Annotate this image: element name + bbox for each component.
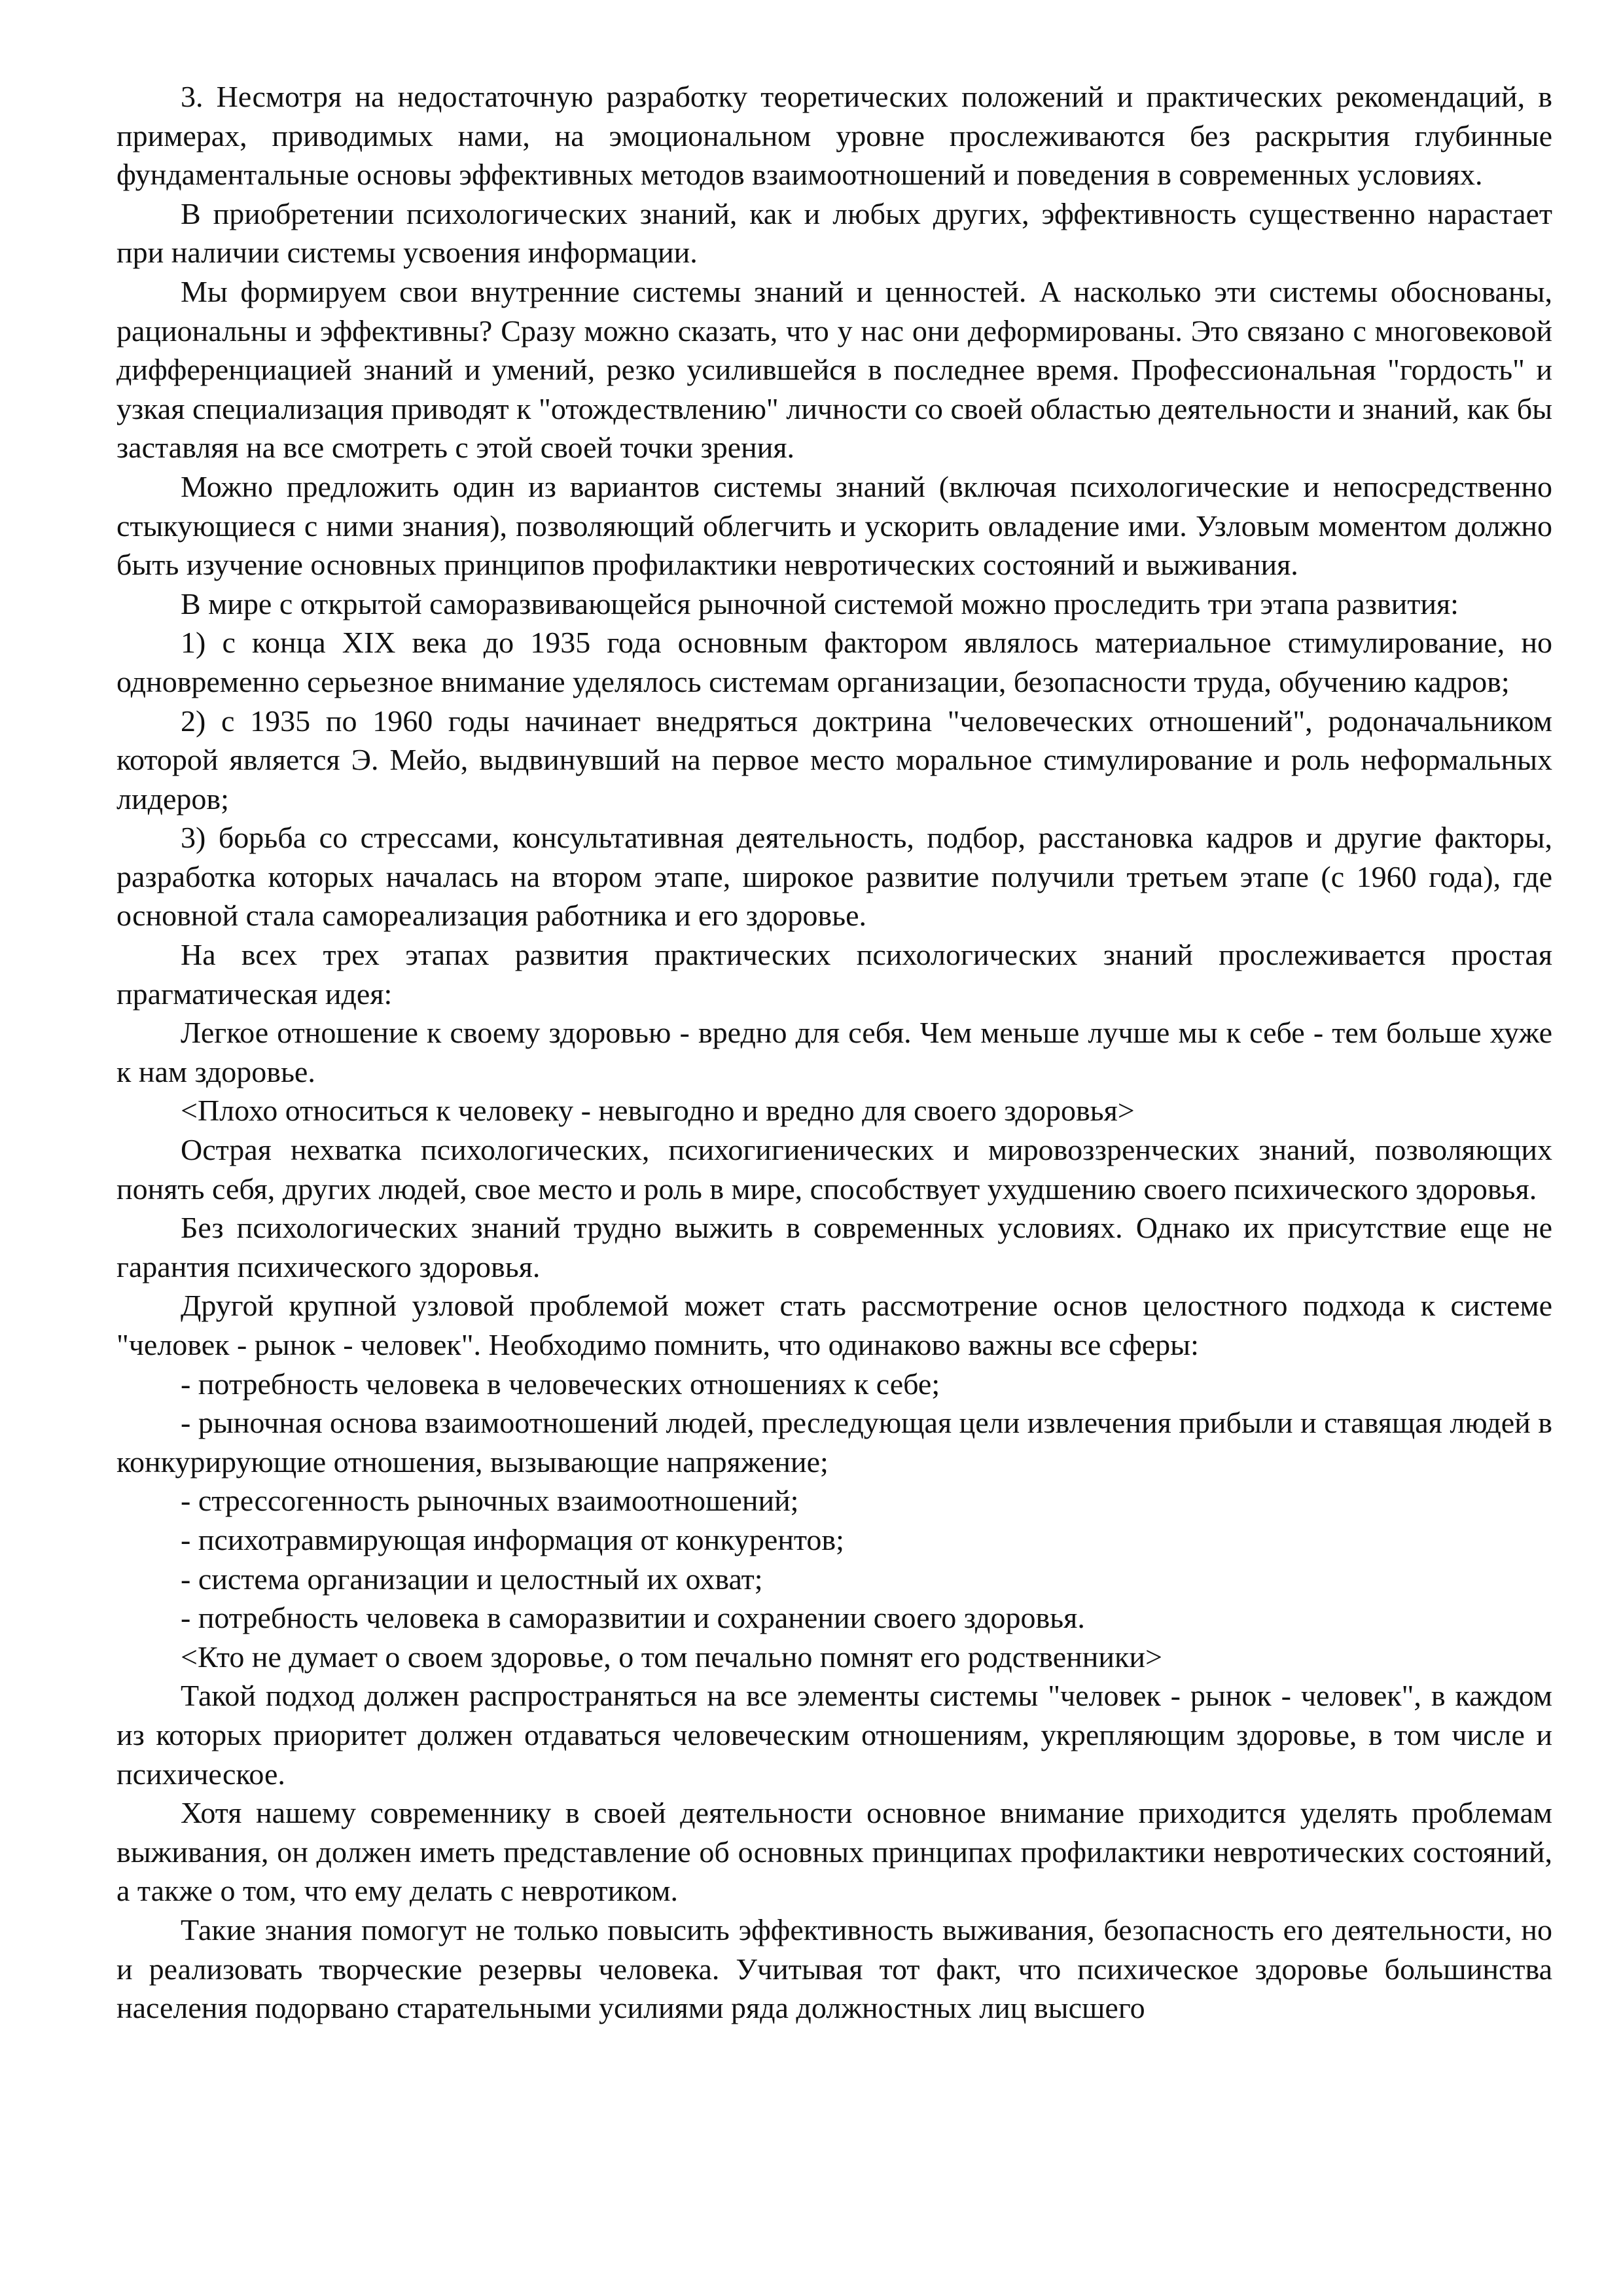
list-item-sphere-6: - потребность человека в саморазвитии и сохранении своего здоровья. xyxy=(181,1601,1085,1635)
list-item-sphere-5: - система организации и целостный их охват; xyxy=(181,1562,763,1596)
quote-2: <Кто не думает о своем здоровье, о том печально помнят его родственники> xyxy=(181,1640,1162,1674)
paragraph-9: Без психологических знаний трудно выжить в современных условиях. Однако их присутствие еще не гарантия психического здоровья. xyxy=(116,1211,1552,1283)
document-page xyxy=(116,77,1552,2028)
quote-1: <Плохо относиться к человеку - невыгодно и вредно для своего здоровья> xyxy=(181,1094,1135,1128)
list-item-stage-3: 3) борьба со стрессами, консультативная деятельность, подбор, расстановка кадров и другие факторы, разработка которых началась на втором этапе, широкое развитие получили третьем этапе (с 1960 года), где основной стала самореализация работника и его здоровье. xyxy=(116,821,1552,933)
paragraph-4: Можно предложить один из вариантов системы знаний (включая психологические и непосредственно стыкующиеся с ними знания), позволяющий облегчить и ускорить овладение ими. Узловым моментом должно быть изучение основных принципов профилактики невротических состояний и выживания. xyxy=(116,469,1552,582)
paragraph-7: Легкое отношение к своему здоровью - вредно для себя. Чем меньше лучше мы к себе - тем больше хуже к нам здоровье. xyxy=(116,1016,1552,1088)
paragraph-13: Такие знания помогут не только повысить эффективность выживания, безопасность его деятельности, но и реализовать творческие резервы человека. Учитывая тот факт, что психическое здоровье большинства населения подорвано старательными усилиями ряда должностных лиц высшего xyxy=(116,1912,1552,2025)
paragraph-10: Другой крупной узловой проблемой может стать рассмотрение основ целостного подхода к системе "человек - рынок - человек". Необходимо помнить, что одинаково важны все сферы: xyxy=(116,1289,1552,1361)
paragraph-6: На всех трех этапах развития практических психологических знаний прослеживается простая прагматическая идея: xyxy=(116,938,1552,1011)
list-item-sphere-3: - стрессогенность рыночных взаимоотношений; xyxy=(181,1484,799,1518)
paragraph-1: 3. Несмотря на недостаточную разработку теоретических положений и практических рекомендаций, в примерах, приводимых нами, на эмоциональном уровне прослеживаются без раскрытия глубинные фундаментальные основы эффективных методов взаимоотношений и поведения в современных условиях. xyxy=(116,80,1552,192)
paragraph-2: В приобретении психологических знаний, как и любых других, эффективность существенно нарастает при наличии системы усвоения информации. xyxy=(116,196,1552,270)
paragraph-8: Острая нехватка психологических, психогигиенических и мировоззренческих знаний, позволяющих понять себя, других людей, свое место и роль в мире, способствует ухудшению своего психического здоровья. xyxy=(116,1133,1552,1206)
list-item-sphere-1: - потребность человека в человеческих отношениях к себе; xyxy=(181,1367,940,1401)
paragraph-11: Такой подход должен распространяться на все элементы системы "человек - рынок - человек", в каждом из которых приоритет должен отдаваться человеческим отношениям, укрепляющим здоровье, в том числе и психическое. xyxy=(116,1679,1552,1791)
list-item-sphere-4: - психотравмирующая информация от конкурентов; xyxy=(181,1522,844,1556)
list-item-stage-2: 2) с 1935 по 1960 годы начинает внедряться доктрина "человеческих отношений", родоначальником которой является Э. Мейо, выдвинувший на первое место моральное стимулирование и роль неформальных лидеров; xyxy=(116,704,1552,816)
paragraph-5: В мире с открытой саморазвивающейся рыночной системой можно проследить три этапа развития: xyxy=(181,586,1459,620)
list-item-sphere-2: - рыночная основа взаимоотношений людей, преследующая цели извлечения прибыли и ставящая людей в конкурирующие отношения, вызывающие напряжение; xyxy=(116,1406,1552,1479)
paragraph-12: Хотя нашему современнику в своей деятельности основное внимание приходится уделять проблемам выживания, он должен иметь представление об основных принципах профилактики невротических состояний, а также о том, что ему делать с невротиком. xyxy=(116,1796,1552,1908)
list-item-stage-1: 1) с конца XIX века до 1935 года основным фактором являлось материальное стимулирование, но одновременно серьезное внимание уделялось системам организации, безопасности труда, обучению кадров; xyxy=(116,626,1552,698)
paragraph-3: Мы формируем свои внутренние системы знаний и ценностей. А насколько эти системы обоснованы, рациональны и эффективны? Сразу можно сказать, что у нас они деформированы. Это связано с многовековой дифференциацией знаний и умений, резко усилившейся в последнее время. Профессиональная "гордость" и узкая специализация приводят к "отождествлению" личности со своей областью деятельности и знаний, как бы заставляя на все смотреть с этой своей точки зрения. xyxy=(116,274,1552,465)
